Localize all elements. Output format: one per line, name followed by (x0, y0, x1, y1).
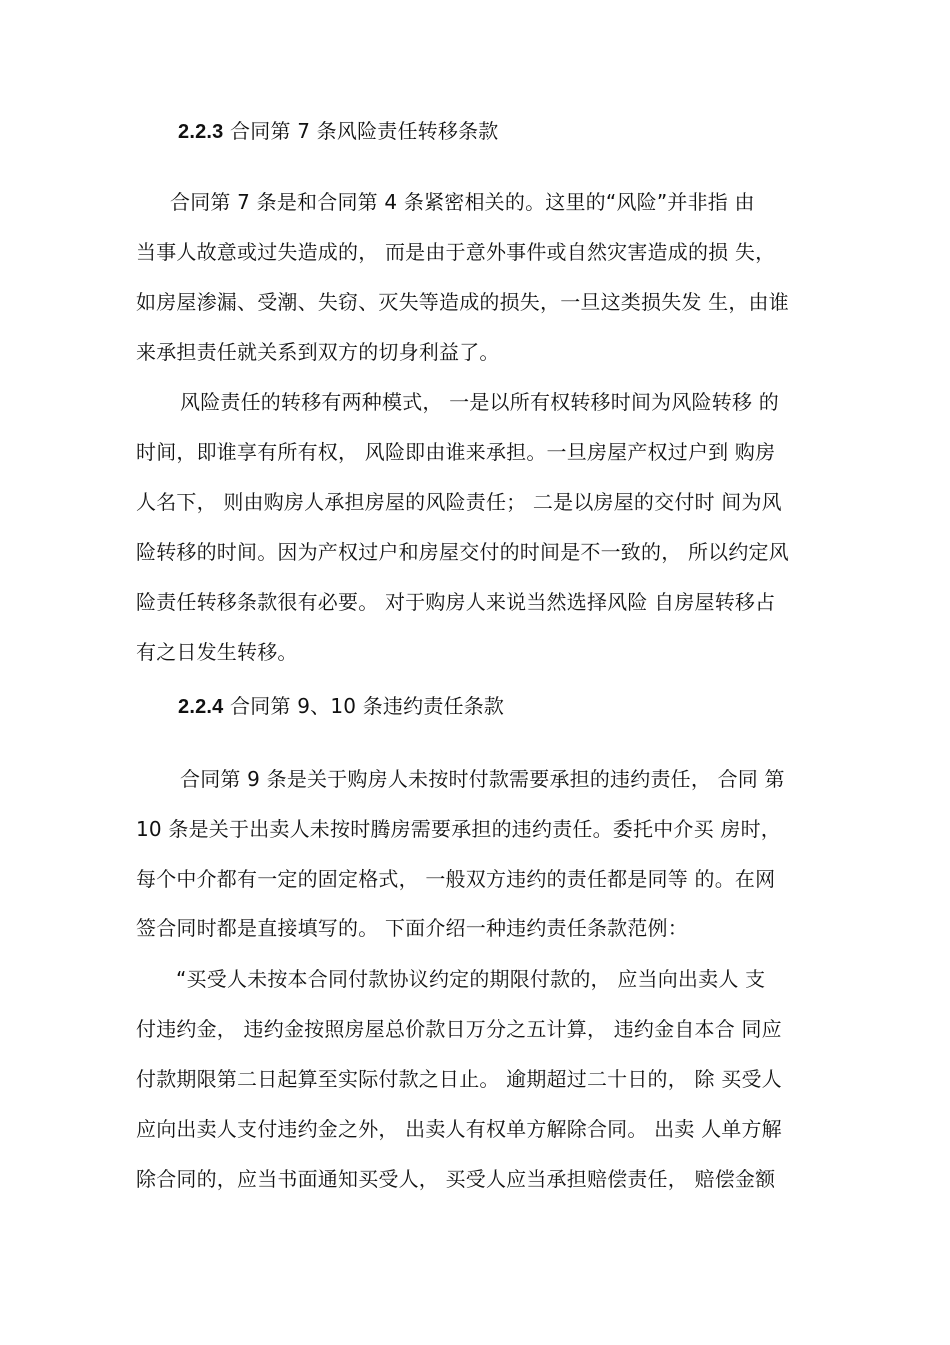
text-line: 应向出卖人支付违约金之外， 出卖人有权单方解除合同。 出卖 人单方解 (136, 1117, 782, 1141)
text-line: 签合同时都是直接填写的。 下面介绍一种违约责任条款范例： (136, 916, 688, 940)
text-line: 风险责任的转移有两种模式， 一是以所有权转移时间为风险转移 的 (180, 390, 779, 414)
text-line: 10 条是关于出卖人未按时腾房需要承担的违约责任。委托中介买 房时， (136, 817, 781, 841)
text-line: 合同第 7 条是和合同第 4 条紧密相关的。这里的“风险”并非指 由 (170, 190, 755, 214)
text-line: 除合同的，应当书面通知买受人， 买受人应当承担赔偿责任， 赔偿金额 (136, 1167, 776, 1191)
text-line: 来承担责任就关系到双方的切身利益了。 (136, 340, 500, 364)
text-line: 当事人故意或过失造成的， 而是由于意外事件或自然灾害造成的损 失， (136, 240, 776, 264)
text-line: 合同第 9 条是关于购房人未按时付款需要承担的违约责任， 合同 第 (180, 767, 785, 791)
text-line: 险转移的时间。因为产权过户和房屋交付的时间是不一致的， 所以约定风 (136, 540, 789, 564)
section-heading (178, 119, 499, 144)
section-number: 2.2.4 (178, 696, 224, 718)
text-line: 付款期限第二日起算至实际付款之日止。 逾期超过二十日的， 除 买受人 (136, 1067, 782, 1091)
text-line: 险责任转移条款很有必要。 对于购房人来说当然选择风险 自房屋转移占 (136, 590, 776, 614)
text-line: 如房屋渗漏、受潮、失窃、灭失等造成的损失，一旦这类损失发 生，由谁 (136, 290, 789, 314)
section-heading (178, 694, 504, 719)
text-line: 有之日发生转移。 (136, 640, 298, 664)
text-line: 付违约金， 违约金按照房屋总价款日万分之五计算， 违约金自本合 同应 (136, 1017, 782, 1041)
text-line: 人名下， 则由购房人承担房屋的风险责任； 二是以房屋的交付时 间为风 (136, 490, 782, 514)
text-line: 每个中介都有一定的固定格式， 一般双方违约的责任都是同等 的。在网 (136, 867, 776, 891)
section-title: 合同第 7 条风险责任转移条款 (230, 119, 499, 143)
section-title: 合同第 9、10 条违约责任条款 (230, 694, 505, 718)
text-line: 时间，即谁享有所有权， 风险即由谁来承担。一旦房屋产权过户到 购房 (136, 440, 776, 464)
section-number: 2.2.3 (178, 121, 224, 143)
text-line: “买受人未按本合同付款协议约定的期限付款的， 应当向出卖人 支 (176, 967, 766, 991)
